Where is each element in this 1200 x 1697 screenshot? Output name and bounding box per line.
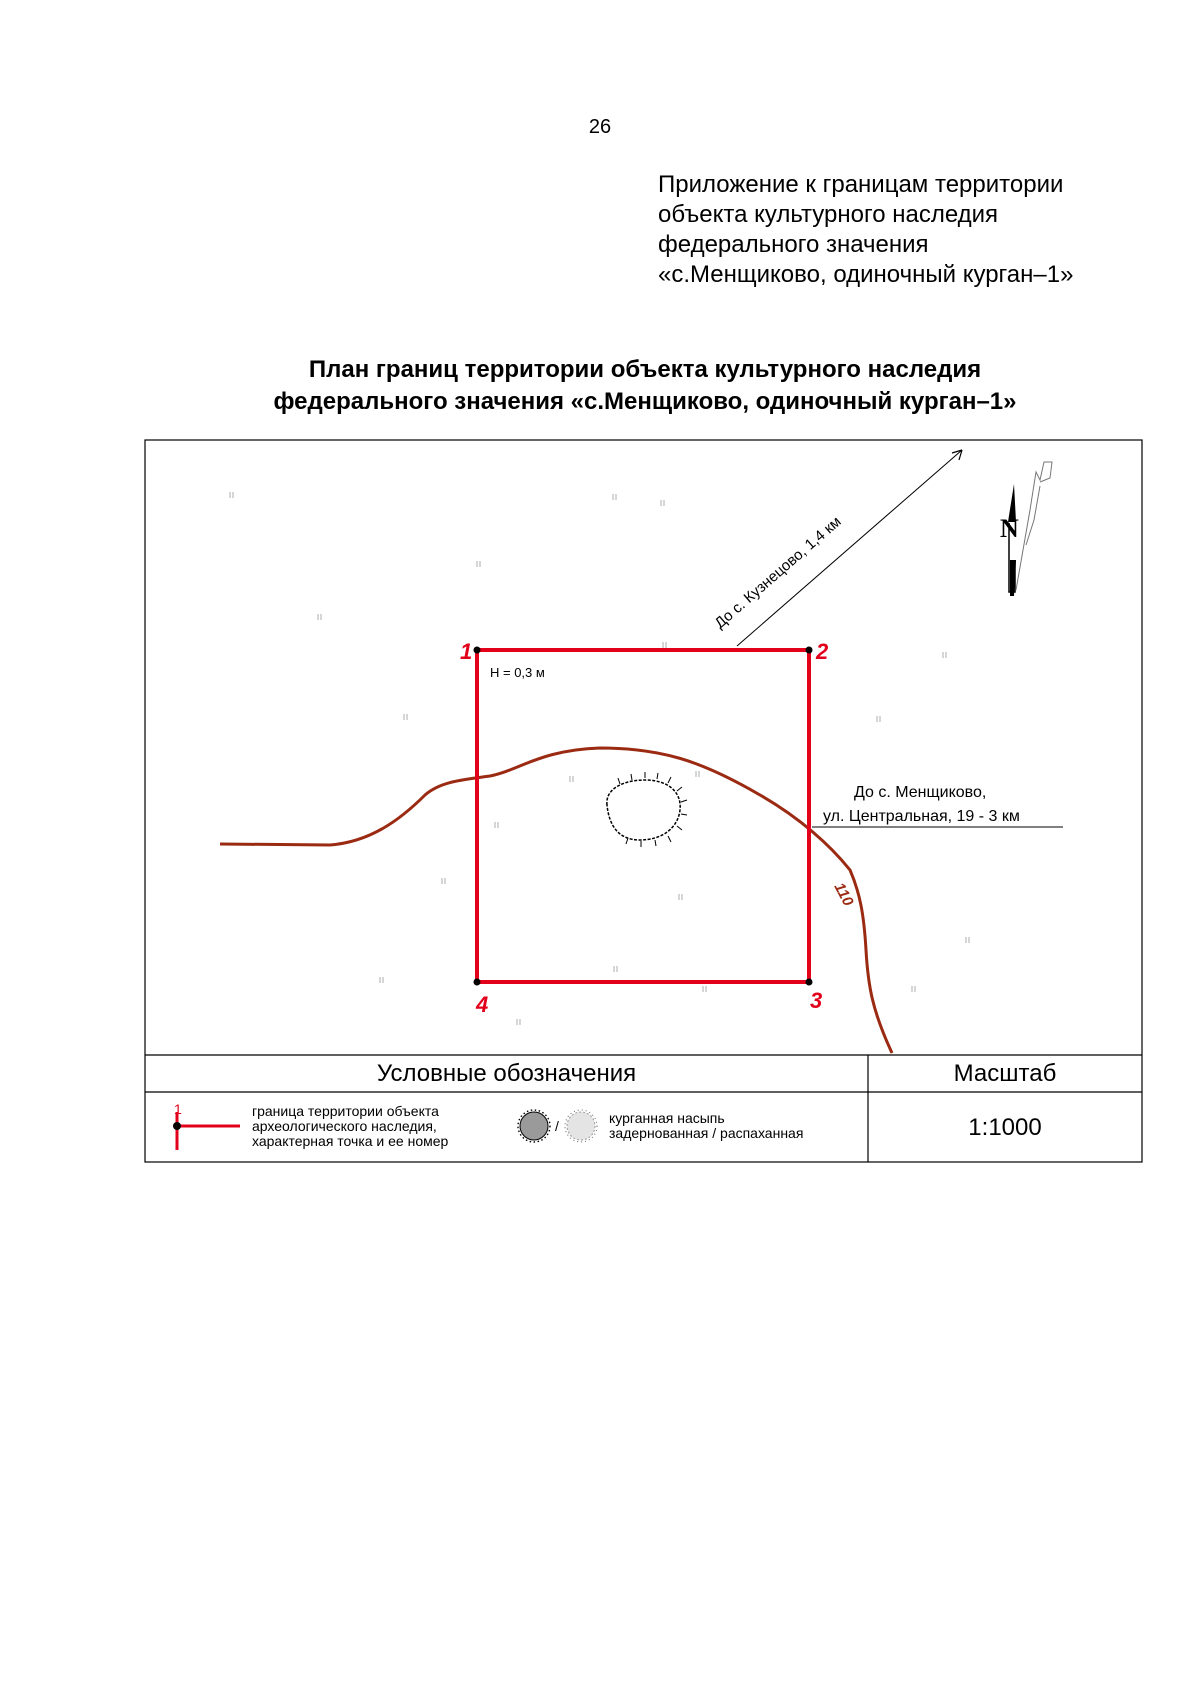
appendix-line: федерального значения [658,231,929,258]
mound-legend-text [609,1111,859,1141]
boundary-legend-point-number: 1 [174,1101,182,1117]
scale-value: 1:1000 [968,1114,1042,1141]
scale-header: Масштаб [953,1060,1057,1087]
appendix-line: «с.Менщиково, одиночный курган–1» [658,261,1074,288]
direction-label-menshchikovo-2: ул. Центральная, 19 - 3 км [823,808,1020,825]
north-label: N [1000,514,1019,543]
mound-legend-line: задернованная / распаханная [609,1125,804,1141]
contour-label: 110 [830,879,857,909]
mound-sod-icon [518,1110,550,1142]
boundary-point-3-marker [806,979,813,986]
direction-label-menshchikovo-1: До с. Менщиково, [854,784,987,801]
boundary-legend-line: граница территории объекта [252,1103,439,1119]
mound-legend-line: курганная насыпь [609,1110,725,1126]
plan-title-line: План границ территории объекта культурного наследия [308,356,982,383]
boundary-legend-text [252,1104,502,1149]
appendix-line: Приложение к границам территории [658,171,1064,198]
boundary-point-4-marker [474,979,481,986]
mound-plowed-icon [565,1110,597,1142]
map-frame [145,440,1142,1162]
grass-marks [230,492,969,1025]
legend-header: Условные обозначения [376,1060,637,1087]
mound-height-label: Н = 0,3 м [490,665,545,680]
appendix-line: объекта культурного наследия [658,201,999,228]
contour-line-110 [220,748,892,1053]
boundary-point-3-label: 3 [810,988,823,1013]
page-number: 26 [588,116,612,138]
boundary-point-4-label: 4 [476,992,489,1017]
plan-title-line: федерального значения «с.Менщиково, одиночный курган–1» [273,388,1017,415]
boundary-legend-line: характерная точка и ее номер [252,1133,449,1149]
mound-legend-separator: / [555,1118,559,1134]
direction-arrow-kuznetsovo [737,450,962,646]
boundary-point-2-label: 2 [816,639,829,664]
mound-hachure [607,772,687,847]
direction-label-kuznetsovo: До с. Кузнецово, 1,4 км [711,513,845,633]
boundary-legend-line: археологического наследия, [252,1118,437,1134]
boundary-legend-symbol [173,1112,240,1150]
boundary-point-1-label: 1 [460,639,473,664]
boundary-point-2-marker [806,647,813,654]
territory-boundary [477,650,809,982]
boundary-point-1-marker [474,647,481,654]
